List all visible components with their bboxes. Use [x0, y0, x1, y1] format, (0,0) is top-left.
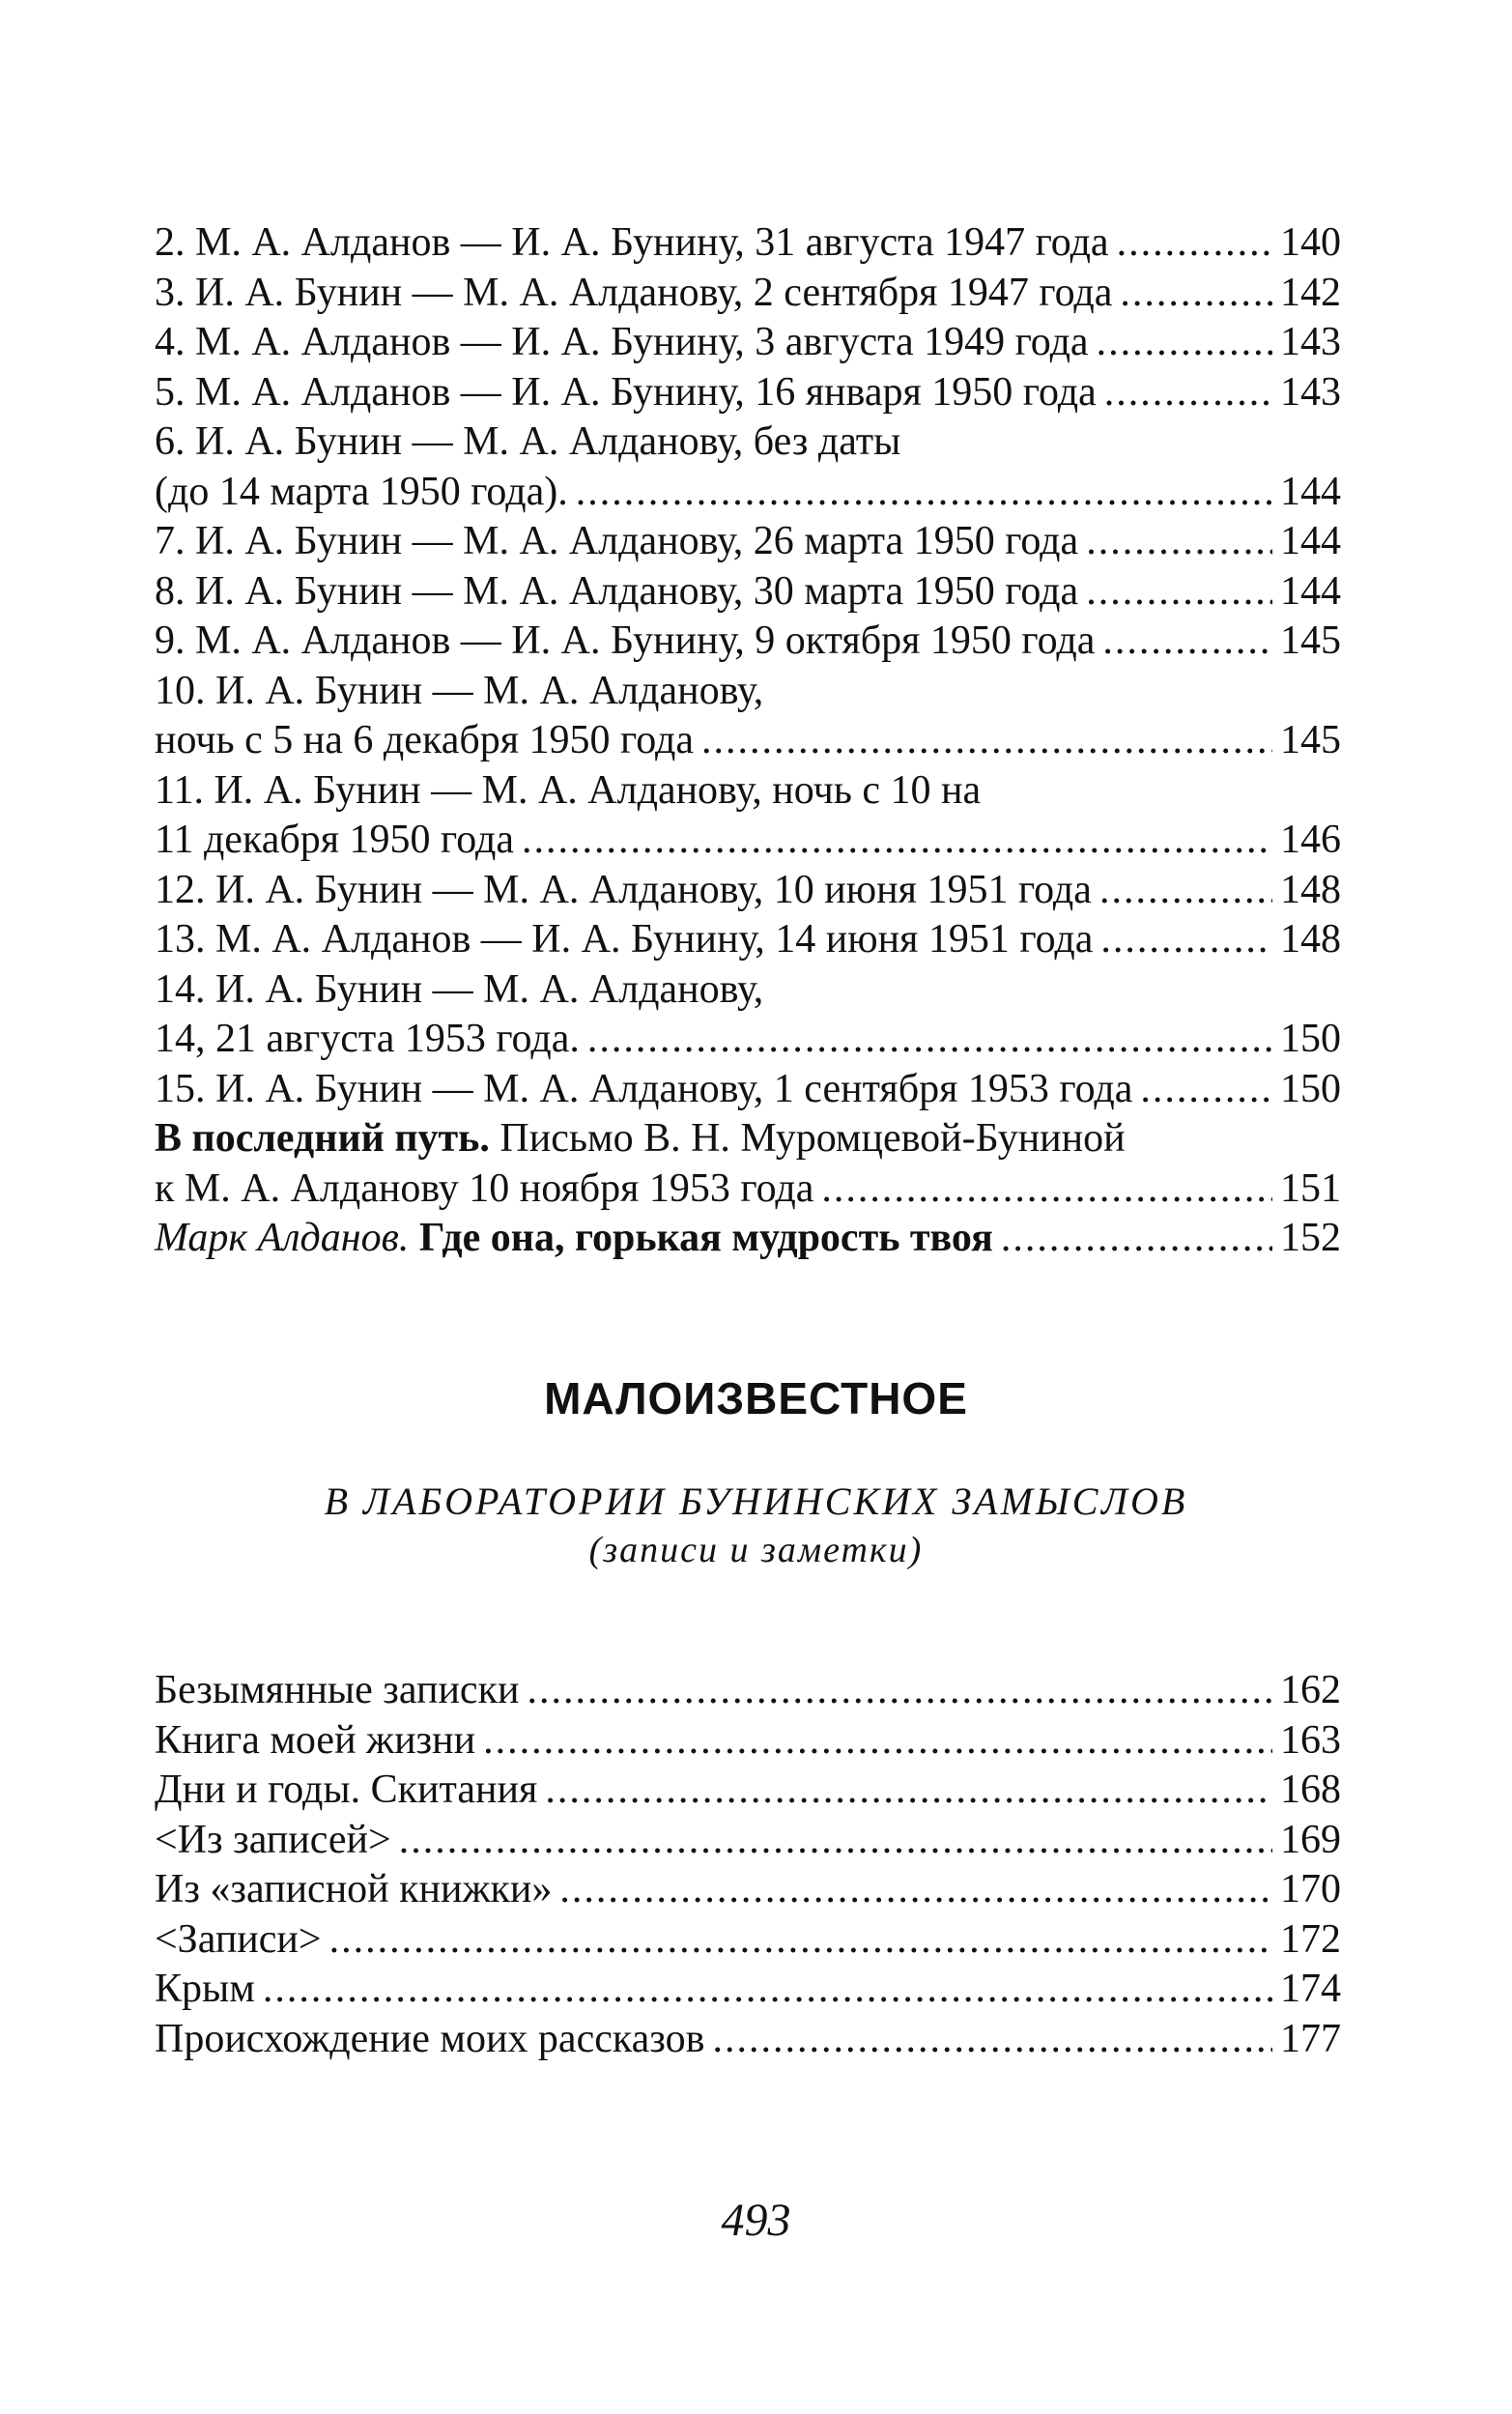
- toc-entry-title: [155, 1716, 475, 1767]
- toc-entry: [155, 1164, 1341, 1215]
- toc-entry-text: 11 декабря 1950 года: [155, 818, 515, 862]
- toc-entry-title: [155, 1116, 1126, 1161]
- toc-entry-text: 6. И. А. Бунин — М. А. Алданову, без даты: [155, 419, 901, 464]
- toc-dot-leader: [1001, 1214, 1272, 1264]
- toc-dot-leader: [1099, 866, 1272, 916]
- toc-entry-title: [155, 1816, 391, 1866]
- toc-page-number: 150: [1280, 1066, 1341, 1111]
- toc-page-number: 143: [1280, 369, 1341, 415]
- toc-entry-title: [155, 967, 763, 1012]
- toc-entry: [155, 318, 1341, 368]
- toc-dot-leader: [1097, 318, 1272, 368]
- toc-dot-leader: [483, 1716, 1272, 1767]
- toc-page-number: 145: [1280, 618, 1341, 663]
- toc-entry: [155, 1915, 1341, 1966]
- toc-entry: [155, 1015, 1341, 1065]
- toc-entry-text: 5. М. А. Алданов — И. А. Бунину, 16 января 1950 года: [155, 369, 1097, 415]
- toc-entry: [155, 716, 1341, 766]
- toc-entry-title: [155, 269, 1112, 319]
- toc-entry: [155, 866, 1341, 916]
- toc-entry-text: Из «записной книжки»: [155, 1867, 553, 1911]
- toc-entry-title: [155, 1065, 1132, 1115]
- toc-entry-title: [155, 468, 568, 518]
- toc-top-list: [155, 218, 1341, 1264]
- toc-entry-text: Безымянные записки: [155, 1668, 520, 1712]
- toc-page-number: 140: [1280, 220, 1341, 265]
- toc-entry-title: [155, 1766, 537, 1816]
- toc-page-number: 143: [1280, 320, 1341, 364]
- toc-entry-title: [155, 318, 1089, 368]
- toc-entry: [155, 2015, 1341, 2065]
- toc-line: [155, 417, 1341, 468]
- toc-entry: [155, 1965, 1341, 2015]
- toc-entry-title: [155, 1865, 552, 1915]
- toc-dot-leader: [329, 1915, 1272, 1966]
- toc-dot-leader: [1086, 567, 1272, 618]
- toc-dot-leader: [1117, 218, 1272, 269]
- toc-line: [155, 965, 1341, 1016]
- toc-entry: [155, 368, 1341, 418]
- toc-entry: [155, 468, 1341, 518]
- toc-entry-bold: В последний путь.: [155, 1116, 490, 1161]
- toc-entry-author: Марк Алданов.: [155, 1216, 410, 1260]
- toc-entry-text: 3. И. А. Бунин — М. А. Алданову, 2 сентября 1947 года: [155, 270, 1113, 315]
- toc-entry: [155, 1666, 1341, 1716]
- toc-entry-title: [155, 517, 1078, 567]
- toc-dot-leader: [527, 1666, 1272, 1716]
- toc-entry-title: [155, 1164, 813, 1215]
- toc-entry-title: [155, 218, 1109, 269]
- toc-entry-title: [155, 768, 981, 813]
- toc-entry: [155, 1766, 1341, 1816]
- toc-page-number: 168: [1280, 1767, 1341, 1812]
- toc-entry-title: [155, 915, 1093, 965]
- toc-page-number: 150: [1280, 1017, 1341, 1061]
- toc-dot-leader: [1102, 617, 1272, 667]
- toc-page-number: 144: [1280, 469, 1341, 514]
- toc-page-number: 142: [1280, 270, 1341, 315]
- toc-entry-title: [155, 1915, 322, 1966]
- toc-page-number: 172: [1280, 1916, 1341, 1962]
- toc-dot-leader: [545, 1766, 1272, 1816]
- toc-entry-text: 14, 21 августа 1953 года.: [155, 1017, 580, 1061]
- toc-page-number: 144: [1280, 519, 1341, 563]
- toc-dot-leader: [1120, 269, 1272, 319]
- toc-page-number: 170: [1280, 1867, 1341, 1911]
- toc-dot-leader: [701, 716, 1272, 766]
- toc-entry-text: <Из записей>: [155, 1817, 391, 1862]
- toc-entry-text: (до 14 марта 1950 года).: [155, 469, 568, 514]
- toc-entry-text: 13. М. А. Алданов — И. А. Бунину, 14 июня 1951 года: [155, 917, 1094, 962]
- toc-entry-text: 12. И. А. Бунин — М. А. Алданову, 10 июня 1951 года: [155, 867, 1092, 912]
- toc-page-number: 144: [1280, 568, 1341, 614]
- toc-line: [155, 667, 1341, 717]
- toc-entry-text: к М. А. Алданову 10 ноября 1953 года: [155, 1165, 814, 1211]
- section-subtitle-note: (записи и заметки): [588, 1530, 924, 1570]
- toc-entry-text: Письмо В. Н. Муромцевой-Буниной: [489, 1116, 1126, 1161]
- toc-bottom-list: [155, 1666, 1341, 2064]
- toc-entry-text: Дни и годы. Скитания: [155, 1767, 538, 1812]
- toc-entry-text: 2. М. А. Алданов — И. А. Бунину, 31 августа 1947 года: [155, 220, 1109, 265]
- toc-page-number: 163: [1280, 1717, 1341, 1763]
- toc-entry-title: [155, 368, 1097, 418]
- toc-entry: [155, 269, 1341, 319]
- toc-entry: [155, 1716, 1341, 1767]
- toc-entry-title: [155, 816, 514, 866]
- toc-entry: [155, 567, 1341, 618]
- toc-entry: [155, 816, 1341, 866]
- toc-entry-text: 9. М. А. Алданов — И. А. Бунину, 9 октября 1950 года: [155, 618, 1096, 663]
- toc-entry-text: 10. И. А. Бунин — М. А. Алданову,: [155, 668, 764, 713]
- toc-entry-text: ночь с 5 на 6 декабря 1950 года: [155, 718, 695, 762]
- toc-dot-leader: [263, 1965, 1272, 2015]
- toc-entry: [155, 1865, 1341, 1915]
- toc-dot-leader: [821, 1164, 1272, 1215]
- toc-line: [155, 1114, 1341, 1164]
- toc-entry-text: Происхождение моих рассказов: [155, 2016, 705, 2061]
- section-subtitle: В ЛАБОРАТОРИИ БУНИНСКИХ ЗАМЫСЛОВ: [324, 1480, 1188, 1523]
- toc-entry: [155, 517, 1341, 567]
- toc-entry-text: 7. И. А. Бунин — М. А. Алданову, 26 марта 1950 года: [155, 519, 1079, 563]
- toc-dot-leader: [1104, 368, 1272, 418]
- toc-page-number: 177: [1280, 2016, 1341, 2061]
- toc-entry-title: [155, 1015, 580, 1065]
- toc-dot-leader: [1140, 1065, 1272, 1115]
- toc-entry-text: Книга моей жизни: [155, 1717, 476, 1763]
- toc-page-number: 145: [1280, 718, 1341, 762]
- toc-entry-title: [155, 2015, 704, 2065]
- toc-dot-leader: [1086, 517, 1272, 567]
- toc-page-number: 151: [1280, 1165, 1341, 1211]
- toc-entry: [155, 915, 1341, 965]
- toc-entry: [155, 218, 1341, 269]
- toc-entry-title: [155, 419, 900, 464]
- toc-page-number: 162: [1280, 1668, 1341, 1712]
- toc-entry-title: [155, 866, 1092, 916]
- toc-entry-text: <Записи>: [155, 1916, 322, 1962]
- toc-page-number: 148: [1280, 867, 1341, 912]
- toc-entry-text: 15. И. А. Бунин — М. А. Алданову, 1 сентября 1953 года: [155, 1066, 1133, 1111]
- toc-entry-title: [155, 716, 694, 766]
- section-title: МАЛОИЗВЕСТНОЕ: [544, 1373, 968, 1423]
- toc-dot-leader: [576, 468, 1272, 518]
- toc-entry-text: 11. И. А. Бунин — М. А. Алданову, ночь с 10 на: [155, 767, 982, 813]
- toc-entry-title: [155, 1666, 519, 1716]
- toc-page-number: 152: [1280, 1216, 1341, 1260]
- toc-dot-leader: [399, 1816, 1272, 1866]
- toc-page-number: 148: [1280, 917, 1341, 962]
- toc-entry-bold: Где она, горькая мудрость твоя: [409, 1216, 993, 1260]
- toc-entry-title: [155, 669, 763, 713]
- toc-entry-text: Крым: [155, 1967, 255, 2011]
- toc-entry-text: 4. М. А. Алданов — И. А. Бунину, 3 августа 1949 года: [155, 320, 1089, 364]
- toc-dot-leader: [587, 1015, 1272, 1065]
- toc-entry-title: [155, 1214, 993, 1264]
- toc-dot-leader: [559, 1865, 1272, 1915]
- toc-entry-text: 14. И. А. Бунин — М. А. Алданову,: [155, 966, 764, 1012]
- toc-page-number: 169: [1280, 1817, 1341, 1862]
- toc-page-number: 174: [1280, 1967, 1341, 2011]
- toc-page-number: 146: [1280, 818, 1341, 862]
- toc-line: [155, 766, 1341, 817]
- page-number: 493: [721, 2195, 791, 2246]
- toc-dot-leader: [712, 2015, 1272, 2065]
- toc-entry: [155, 1065, 1341, 1115]
- toc-entry-title: [155, 567, 1078, 618]
- toc-dot-leader: [1100, 915, 1272, 965]
- toc-entry-title: [155, 1965, 255, 2015]
- toc-entry: [155, 1816, 1341, 1866]
- toc-entry-text: 8. И. А. Бунин — М. А. Алданову, 30 марта 1950 года: [155, 568, 1079, 614]
- toc-entry-title: [155, 617, 1095, 667]
- toc-dot-leader: [522, 816, 1272, 866]
- toc-entry: [155, 617, 1341, 667]
- toc-entry: [155, 1214, 1341, 1264]
